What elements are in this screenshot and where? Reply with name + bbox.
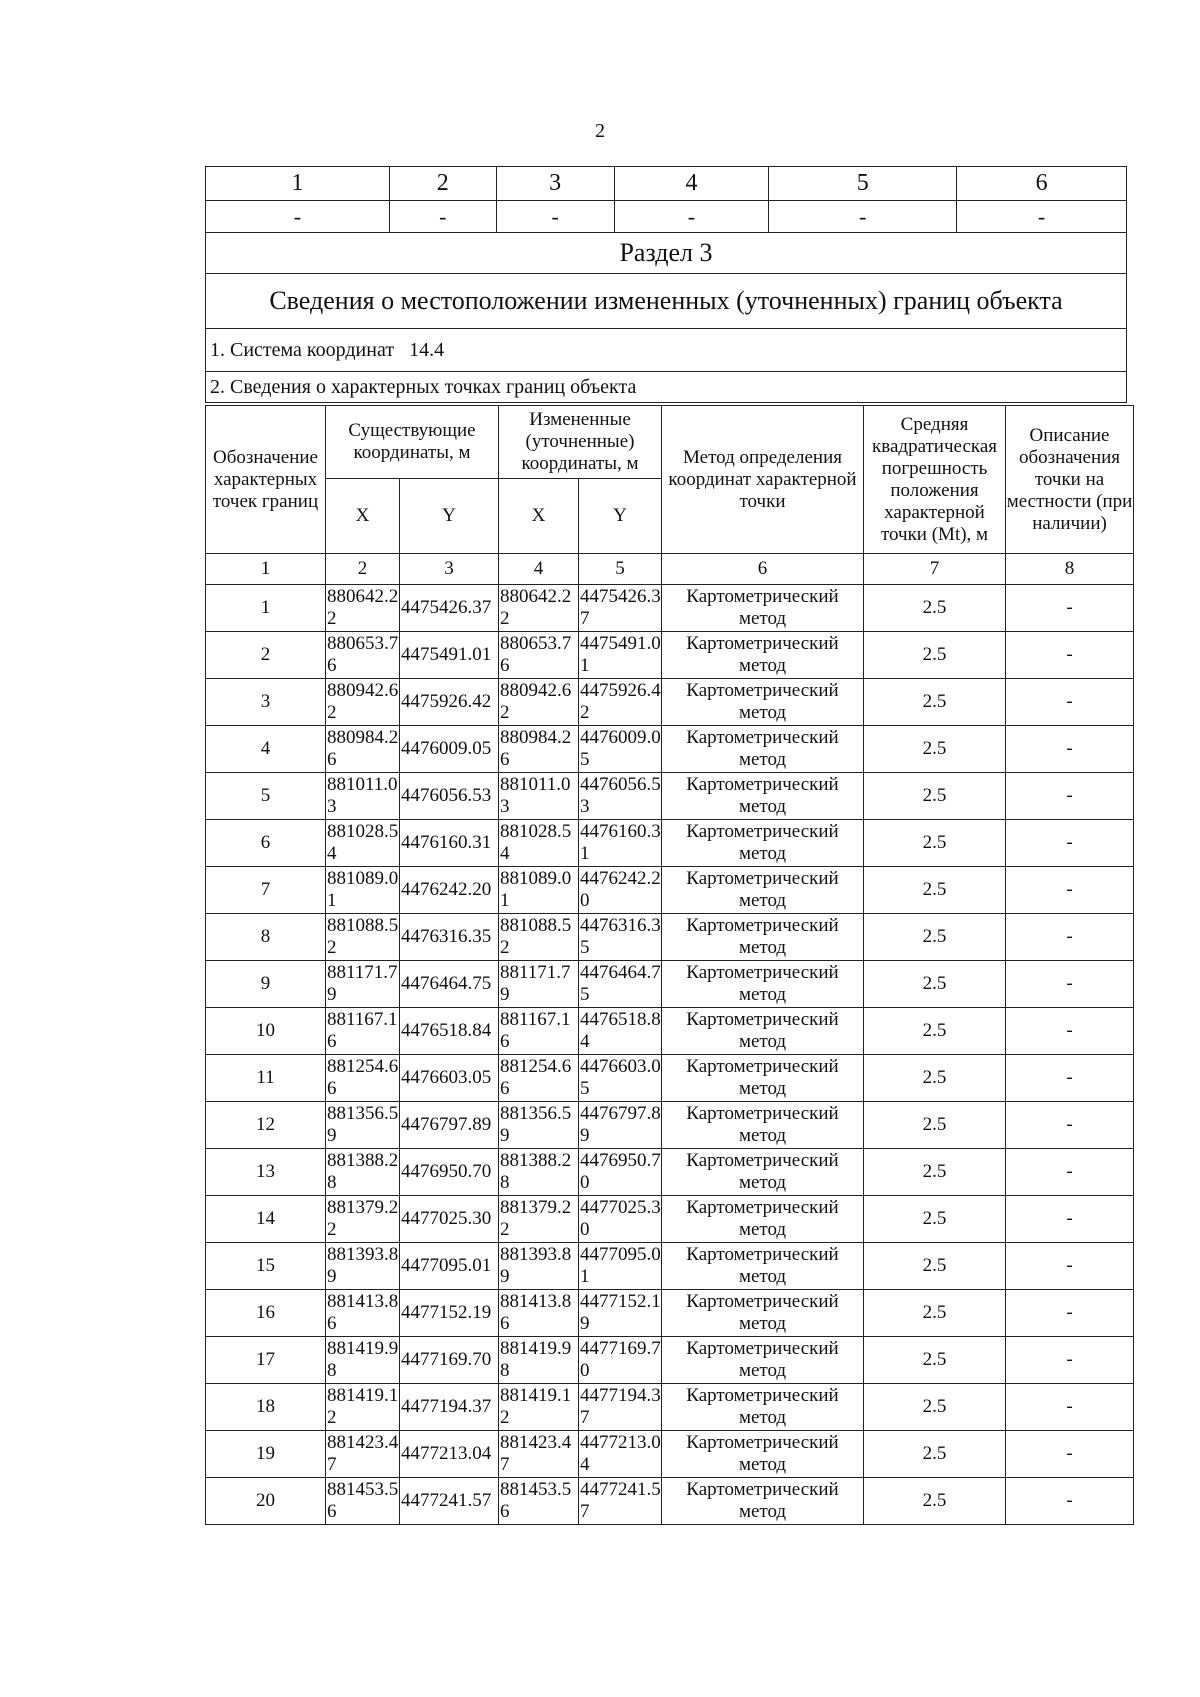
changed-y: 4476464.75 [579,961,662,1008]
error-value: 2.5 [864,1055,1006,1102]
description: - [1006,1055,1134,1102]
changed-y: 4477025.30 [579,1196,662,1243]
error-value: 2.5 [864,1102,1006,1149]
error-value: 2.5 [864,1196,1006,1243]
point-number: 8 [206,914,326,961]
changed-x: 880984.26 [499,726,579,773]
column-number: 2 [326,554,400,585]
changed-y: 4475926.42 [579,679,662,726]
description: - [1006,1431,1134,1478]
method: Картометрический метод [662,1149,864,1196]
description: - [1006,1149,1134,1196]
description: - [1006,1337,1134,1384]
changed-y: 4477169.70 [579,1337,662,1384]
empty-value: - [206,201,390,233]
description: - [1006,820,1134,867]
table-row [206,1149,1134,1196]
changed-x: 881379.22 [499,1196,579,1243]
existing-y: 4477152.19 [400,1290,499,1337]
description: - [1006,1102,1134,1149]
existing-y: 4476950.70 [400,1149,499,1196]
changed-x: 881419.98 [499,1337,579,1384]
description: - [1006,914,1134,961]
existing-x: 881379.22 [326,1196,400,1243]
existing-y: 4477213.04 [400,1431,499,1478]
changed-y: 4476950.70 [579,1149,662,1196]
empty-value: - [769,201,957,233]
header-y: Y [400,479,499,554]
empty-value: - [389,201,496,233]
table-row [206,1196,1134,1243]
table-row [206,1102,1134,1149]
column-number: 5 [579,554,662,585]
point-number: 3 [206,679,326,726]
error-value: 2.5 [864,679,1006,726]
changed-x: 881413.86 [499,1290,579,1337]
existing-x: 881423.47 [326,1431,400,1478]
changed-x: 881356.59 [499,1102,579,1149]
description: - [1006,1384,1134,1431]
table-row [206,820,1134,867]
method: Картометрический метод [662,1384,864,1431]
point-number: 18 [206,1384,326,1431]
description: - [1006,726,1134,773]
existing-x: 881393.89 [326,1243,400,1290]
changed-y: 4477213.04 [579,1431,662,1478]
changed-x: 881254.66 [499,1055,579,1102]
point-number: 1 [206,585,326,632]
coordinate-system-value: 14.4 [409,338,445,361]
changed-x: 881453.56 [499,1478,579,1525]
error-value: 2.5 [864,1008,1006,1055]
point-number: 14 [206,1196,326,1243]
column-number-row [206,167,1127,201]
table-row [206,726,1134,773]
column-number: 4 [614,167,769,201]
header-designation: Обозначение характерных точек границ [206,406,326,554]
column-number: 4 [499,554,579,585]
existing-y: 4477095.01 [400,1243,499,1290]
description: - [1006,961,1134,1008]
existing-y: 4477169.70 [400,1337,499,1384]
method: Картометрический метод [662,1478,864,1525]
description: - [1006,679,1134,726]
empty-value: - [957,201,1127,233]
table-row [206,1243,1134,1290]
changed-y: 4476242.20 [579,867,662,914]
existing-y: 4476797.89 [400,1102,499,1149]
changed-y: 4476160.31 [579,820,662,867]
points-body [206,585,1134,1525]
existing-y: 4476009.05 [400,726,499,773]
description: - [1006,585,1134,632]
changed-y: 4476056.53 [579,773,662,820]
point-number: 20 [206,1478,326,1525]
existing-x: 881388.28 [326,1149,400,1196]
changed-y: 4476009.05 [579,726,662,773]
column-number: 6 [662,554,864,585]
error-value: 2.5 [864,1290,1006,1337]
description: - [1006,1290,1134,1337]
changed-x: 881419.12 [499,1384,579,1431]
existing-y: 4476316.35 [400,914,499,961]
column-number: 3 [400,554,499,585]
section-heading: Сведения о местоположении измененных (уточненных) границ объекта [206,274,1127,329]
table-row [206,1478,1134,1525]
existing-y: 4476518.84 [400,1008,499,1055]
method: Картометрический метод [662,820,864,867]
existing-x: 881011.03 [326,773,400,820]
section-title: Раздел 3 [206,233,1127,274]
error-value: 2.5 [864,726,1006,773]
changed-x: 881388.28 [499,1149,579,1196]
existing-x: 881088.52 [326,914,400,961]
method: Картометрический метод [662,1102,864,1149]
changed-x: 881088.52 [499,914,579,961]
header-description: Описание обозначения точки на местности (при наличии) [1006,406,1134,554]
method: Картометрический метод [662,914,864,961]
header-y: Y [579,479,662,554]
table-row [206,1008,1134,1055]
existing-x: 881089.01 [326,867,400,914]
point-number: 19 [206,1431,326,1478]
changed-y: 4477194.37 [579,1384,662,1431]
existing-y: 4476056.53 [400,773,499,820]
page-number: 2 [595,120,605,142]
empty-value: - [496,201,614,233]
error-value: 2.5 [864,1337,1006,1384]
existing-x: 880942.62 [326,679,400,726]
header-existing-coordinates: Существующие координаты, м [326,406,499,479]
error-value: 2.5 [864,820,1006,867]
error-value: 2.5 [864,1478,1006,1525]
existing-x: 881419.98 [326,1337,400,1384]
point-number: 10 [206,1008,326,1055]
error-value: 2.5 [864,773,1006,820]
changed-x: 880653.76 [499,632,579,679]
method: Картометрический метод [662,632,864,679]
existing-x: 880642.22 [326,585,400,632]
column-number: 5 [769,167,957,201]
description: - [1006,632,1134,679]
point-number: 17 [206,1337,326,1384]
column-number: 1 [206,554,326,585]
changed-y: 4477152.19 [579,1290,662,1337]
table-row [206,1431,1134,1478]
point-number: 11 [206,1055,326,1102]
column-number: 1 [206,167,390,201]
description: - [1006,773,1134,820]
changed-y: 4476518.84 [579,1008,662,1055]
existing-y: 4475491.01 [400,632,499,679]
table-row [206,1290,1134,1337]
changed-y: 4475426.37 [579,585,662,632]
error-value: 2.5 [864,914,1006,961]
changed-y: 4476797.89 [579,1102,662,1149]
existing-y: 4477025.30 [400,1196,499,1243]
error-value: 2.5 [864,867,1006,914]
method: Картометрический метод [662,1243,864,1290]
column-number: 8 [1006,554,1134,585]
existing-x: 881419.12 [326,1384,400,1431]
existing-y: 4475426.37 [400,585,499,632]
points-info-label: 2. Сведения о характерных точках границ объекта [206,372,1127,403]
existing-y: 4475926.42 [400,679,499,726]
table-row [206,961,1134,1008]
method: Картометрический метод [662,1290,864,1337]
changed-y: 4475491.01 [579,632,662,679]
method: Картометрический метод [662,585,864,632]
header-method: Метод определения координат характерной точки [662,406,864,554]
error-value: 2.5 [864,1431,1006,1478]
existing-y: 4476603.05 [400,1055,499,1102]
point-number: 6 [206,820,326,867]
table-row [206,585,1134,632]
table-row [206,1337,1134,1384]
error-value: 2.5 [864,1384,1006,1431]
coordinate-system [206,329,1127,372]
table-row [206,867,1134,914]
table-row [206,1384,1134,1431]
method: Картометрический метод [662,1196,864,1243]
description: - [1006,1243,1134,1290]
method: Картометрический метод [662,1055,864,1102]
point-number: 15 [206,1243,326,1290]
description: - [1006,1478,1134,1525]
column-number: 3 [496,167,614,201]
method: Картометрический метод [662,679,864,726]
existing-y: 4476464.75 [400,961,499,1008]
description: - [1006,867,1134,914]
column-number: 7 [864,554,1006,585]
changed-y: 4477095.01 [579,1243,662,1290]
existing-y: 4477194.37 [400,1384,499,1431]
method: Картометрический метод [662,773,864,820]
point-number: 12 [206,1102,326,1149]
method: Картометрический метод [662,726,864,773]
changed-x: 881089.01 [499,867,579,914]
existing-x: 881171.79 [326,961,400,1008]
changed-y: 4476603.05 [579,1055,662,1102]
point-number: 7 [206,867,326,914]
table-row [206,773,1134,820]
existing-x: 880984.26 [326,726,400,773]
existing-y: 4476160.31 [400,820,499,867]
existing-y: 4476242.20 [400,867,499,914]
coordinate-system-label: 1. Система координат [210,338,395,361]
method: Картометрический метод [662,1337,864,1384]
column-number-row [206,554,1134,585]
existing-y: 4477241.57 [400,1478,499,1525]
existing-x: 881413.86 [326,1290,400,1337]
point-number: 4 [206,726,326,773]
method: Картометрический метод [662,1431,864,1478]
changed-y: 4476316.35 [579,914,662,961]
points-table [205,405,1134,1525]
point-number: 9 [206,961,326,1008]
changed-x: 881028.54 [499,820,579,867]
changed-x: 880642.22 [499,585,579,632]
header-x: X [326,479,400,554]
existing-x: 881167.16 [326,1008,400,1055]
error-value: 2.5 [864,585,1006,632]
description: - [1006,1008,1134,1055]
existing-x: 881356.59 [326,1102,400,1149]
column-number: 2 [389,167,496,201]
table-row [206,914,1134,961]
existing-x: 881453.56 [326,1478,400,1525]
method: Картометрический метод [662,867,864,914]
point-number: 13 [206,1149,326,1196]
existing-x: 881254.66 [326,1055,400,1102]
header-x: X [499,479,579,554]
table-row [206,679,1134,726]
changed-x: 880942.62 [499,679,579,726]
existing-x: 881028.54 [326,820,400,867]
empty-value-row [206,201,1127,233]
empty-value: - [614,201,769,233]
changed-y: 4477241.57 [579,1478,662,1525]
method: Картометрический метод [662,1008,864,1055]
changed-x: 881423.47 [499,1431,579,1478]
table-row [206,632,1134,679]
changed-x: 881171.79 [499,961,579,1008]
changed-x: 881393.89 [499,1243,579,1290]
method: Картометрический метод [662,961,864,1008]
error-value: 2.5 [864,961,1006,1008]
point-number: 2 [206,632,326,679]
error-value: 2.5 [864,1149,1006,1196]
point-number: 16 [206,1290,326,1337]
existing-x: 880653.76 [326,632,400,679]
description: - [1006,1196,1134,1243]
table-row [206,1055,1134,1102]
top-table [205,166,1127,403]
header-error: Средняя квадратическая погрешность положения характерной точки (Mt), м [864,406,1006,554]
point-number: 5 [206,773,326,820]
header-changed-coordinates: Измененные (уточненные) координаты, м [499,406,662,479]
changed-x: 881011.03 [499,773,579,820]
changed-x: 881167.16 [499,1008,579,1055]
error-value: 2.5 [864,1243,1006,1290]
error-value: 2.5 [864,632,1006,679]
column-number: 6 [957,167,1127,201]
